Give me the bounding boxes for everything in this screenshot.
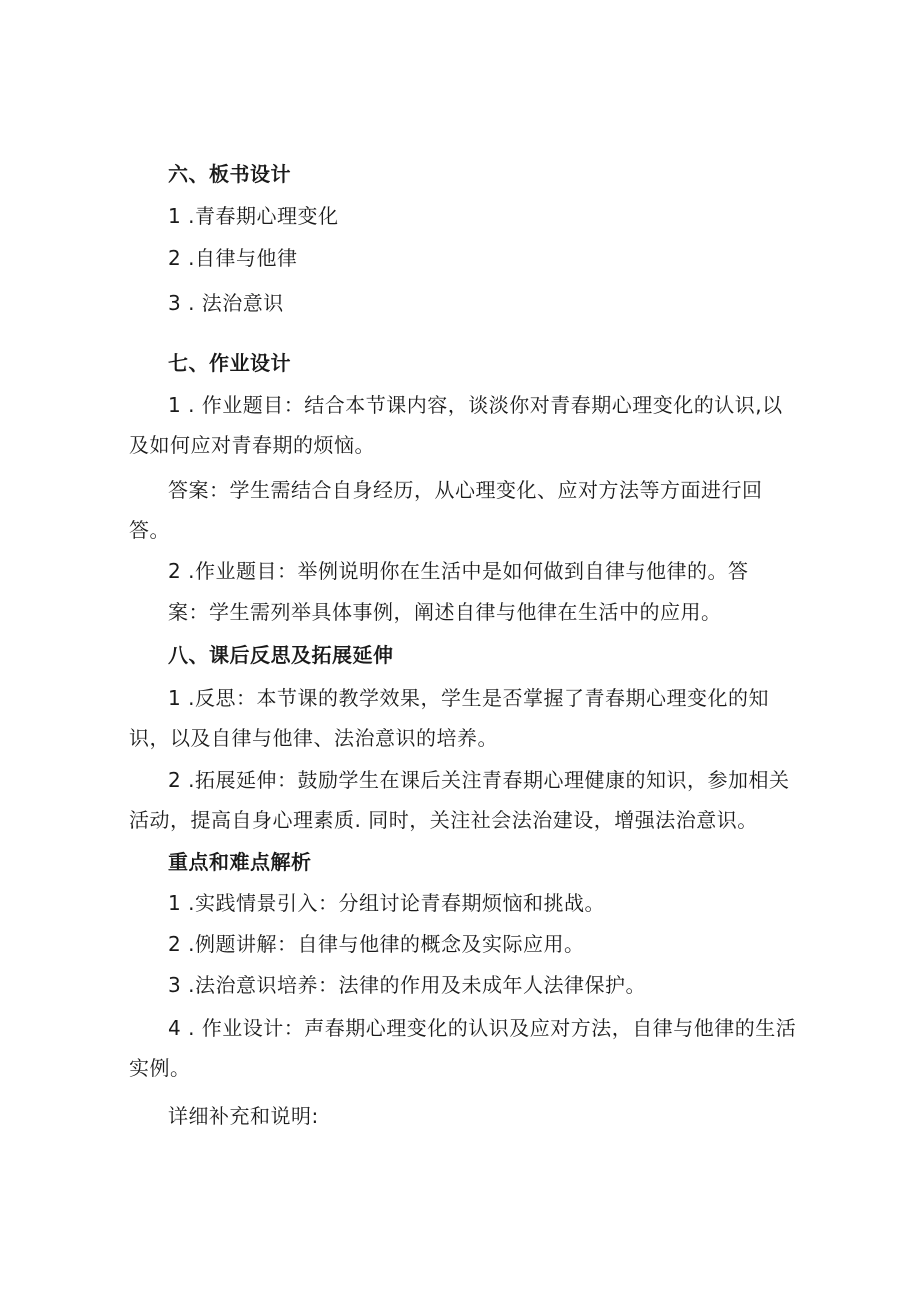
reflection-line-4: 活动，提高自身心理素质. 同时，关注社会法治建设，增强法治意识。 bbox=[129, 808, 758, 832]
homework-heading: 七、作业设计 bbox=[168, 351, 291, 375]
homework-line-4: 答。 bbox=[129, 518, 170, 542]
homework-line-2: 及如何应对青春期的烦恼。 bbox=[129, 433, 375, 457]
key-point-4-cont: 实例。 bbox=[129, 1056, 191, 1080]
key-points-heading: 重点和难点解析 bbox=[168, 850, 312, 874]
key-point-4: 4 . 作业设计：声春期心理变化的认识及应对方法，自律与他律的生活 bbox=[168, 1016, 797, 1040]
reflection-line-1: 1 .反思：本节课的教学效果，学生是否掌握了青春期心理变化的知 bbox=[168, 686, 769, 710]
key-point-1: 1 .实践情景引入：分组讨论青春期烦恼和挑战。 bbox=[168, 891, 605, 915]
homework-line-3: 答案：学生需结合自身经历，从心理变化、应对方法等方面进行回 bbox=[168, 478, 763, 502]
key-point-3: 3 .法治意识培养：法律的作用及未成年人法律保护。 bbox=[168, 973, 646, 997]
board-item-1: 1 .青春期心理变化 bbox=[168, 204, 339, 228]
details-label: 详细补充和说明: bbox=[168, 1104, 319, 1128]
board-design-heading: 六、板书设计 bbox=[168, 162, 291, 186]
reflection-line-3: 2 .拓展延伸：鼓励学生在课后关注青春期心理健康的知识，参加相关 bbox=[168, 768, 790, 792]
homework-line-5: 2 .作业题目：举例说明你在生活中是如何做到自律与他律的。答 bbox=[168, 559, 749, 583]
homework-line-6: 案：学生需列举具体事例，阐述自律与他律在生活中的应用。 bbox=[168, 600, 722, 624]
homework-line-1: 1 . 作业题目：结合本节课内容，谈淡你对青春期心理变化的认识,以 bbox=[168, 393, 783, 417]
board-item-2: 2 .自律与他律 bbox=[168, 246, 298, 270]
board-item-3: 3 . 法治意识 bbox=[168, 291, 284, 315]
key-point-2: 2 .例题讲解：自律与他律的概念及实际应用。 bbox=[168, 932, 585, 956]
reflection-heading: 八、课后反思及拓展延伸 bbox=[168, 643, 394, 667]
reflection-line-2: 识，以及自律与他律、法治意识的培养。 bbox=[129, 726, 498, 750]
